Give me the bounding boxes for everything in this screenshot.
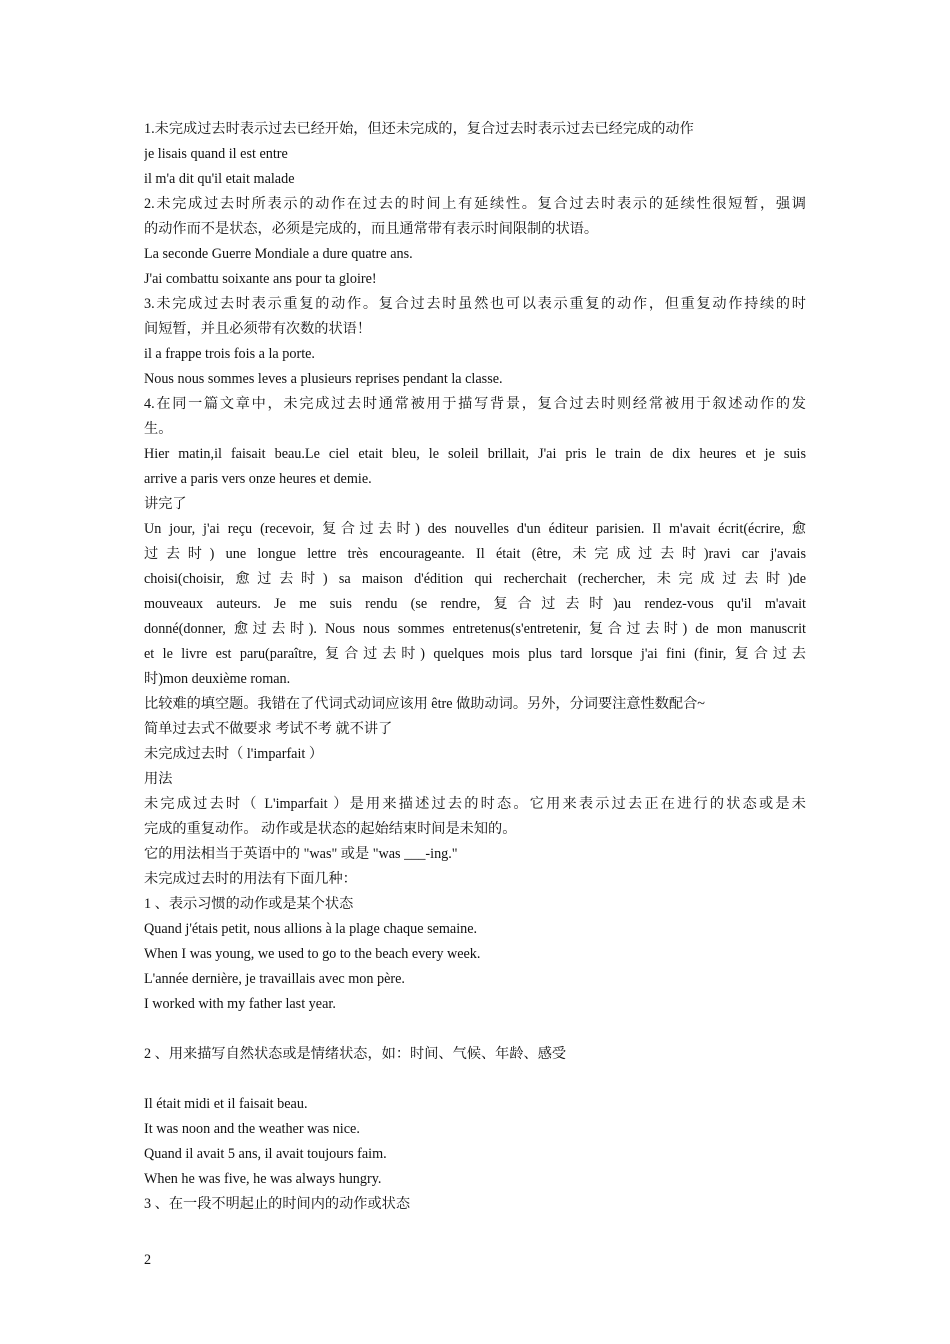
text-line: 的动作而不是状态，必须是完成的，而且通常带有表示时间限制的状语。 bbox=[144, 221, 599, 237]
text-line: 比较难的填空题。我错在了代词式动词应该用 être 做助动词。另外，分词要注意性数配合~ bbox=[144, 696, 705, 712]
text-line: L'année dernière, je travaillais avec mon père. bbox=[144, 971, 405, 987]
blank-line bbox=[144, 1067, 806, 1092]
text-line: 未完成过去时的用法有下面几种： bbox=[144, 871, 357, 887]
text-line: 4.在同一篇文章中，未完成过去时通常被用于描写背景，复合过去时则经常被用于叙述动作的发 bbox=[144, 396, 806, 412]
text-line: je lisais quand il est entre bbox=[144, 146, 288, 162]
document-body bbox=[144, 117, 806, 1217]
text-line: donné(donner, 愈过去时). Nous nous sommes entretenus(s'entretenir, 复合过去时) de mon manuscrit bbox=[144, 621, 806, 637]
text-line: 3.未完成过去时表示重复的动作。复合过去时虽然也可以表示重复的动作，但重复动作持续的时 bbox=[144, 296, 806, 312]
text-line: et le livre est paru(paraître, 复合过去时) quelques mois plus tard lorsque j'ai fini (finir, 复合过去 bbox=[144, 646, 806, 662]
text-line: 它的用法相当于英语中的 "was" 或是 "was ___-ing." bbox=[144, 846, 458, 862]
text-line: 简单过去式不做要求 考试不考 就不讲了 bbox=[144, 721, 393, 737]
text-line: 1.未完成过去时表示过去已经开始，但还未完成的，复合过去时表示过去已经完成的动作 bbox=[144, 121, 694, 137]
text-line: Un jour, j'ai reçu (recevoir, 复合过去时) des nouvelles d'un éditeur parisien. Il m'avait écrit(écrire, 愈 bbox=[144, 521, 806, 537]
text-line: arrive a paris vers onze heures et demie. bbox=[144, 471, 372, 487]
page-number: 2 bbox=[144, 1252, 152, 1268]
text-line: When he was five, he was always hungry. bbox=[144, 1171, 382, 1187]
text-line: 未完成过去时（ l'imparfait ） bbox=[144, 746, 324, 762]
text-line: 2 、用来描写自然状态或是情绪状态，如：时间、气候、年龄、感受 bbox=[144, 1046, 567, 1062]
text-line: 3 、在一段不明起止的时间内的动作或状态 bbox=[144, 1196, 411, 1212]
text-line: 1 、表示习惯的动作或是某个状态 bbox=[144, 896, 354, 912]
text-line: Quand j'étais petit, nous allions à la plage chaque semaine. bbox=[144, 921, 478, 937]
text-line: il m'a dit qu'il etait malade bbox=[144, 171, 295, 187]
text-line: 完成的重复动作。 动作或是状态的起始结束时间是未知的。 bbox=[144, 821, 517, 837]
text-line: 2.未完成过去时所表示的动作在过去的时间上有延续性。复合过去时表示的延续性很短暂，强调 bbox=[144, 196, 806, 212]
text-line: il a frappe trois fois a la porte. bbox=[144, 346, 315, 362]
text-line: 时)mon deuxième roman. bbox=[144, 671, 291, 687]
text-line: choisi(choisir, 愈过去时) sa maison d'édition qui recherchait (rechercher, 未完成过去时)de bbox=[144, 571, 806, 587]
text-line: When I was young, we used to go to the beach every week. bbox=[144, 946, 481, 962]
text-line: I worked with my father last year. bbox=[144, 996, 336, 1012]
blank-line bbox=[144, 1017, 806, 1042]
text-line: Hier matin,il faisait beau.Le ciel etait bleu, le soleil brillait, J'ai pris le train de dix heures et je suis bbox=[144, 446, 806, 462]
text-line: 间短暂，并且必须带有次数的状语！ bbox=[144, 321, 372, 337]
text-line: It was noon and the weather was nice. bbox=[144, 1121, 360, 1137]
text-line: 过去时) une longue lettre très encourageante. Il était (être, 未完成过去时)ravi car j'avais bbox=[144, 546, 806, 562]
text-line: Il était midi et il faisait beau. bbox=[144, 1096, 308, 1112]
text-line: Nous nous sommes leves a plusieurs reprises pendant la classe. bbox=[144, 371, 503, 387]
text-line: Quand il avait 5 ans, il avait toujours faim. bbox=[144, 1146, 387, 1162]
text-line: 未完成过去时（ L'imparfait ）是用来描述过去的时态。它用来表示过去正在进行的状态或是未 bbox=[144, 796, 806, 812]
text-line: mouveaux auteurs. Je me suis rendu (se rendre, 复合过去时)au rendez-vous qu'il m'avait bbox=[144, 596, 806, 612]
text-line: 生。 bbox=[144, 421, 173, 437]
text-line: 讲完了 bbox=[144, 496, 187, 512]
text-line: 用法 bbox=[144, 771, 173, 787]
text-line: J'ai combattu soixante ans pour ta gloire! bbox=[144, 271, 377, 287]
text-line: La seconde Guerre Mondiale a dure quatre ans. bbox=[144, 246, 413, 262]
